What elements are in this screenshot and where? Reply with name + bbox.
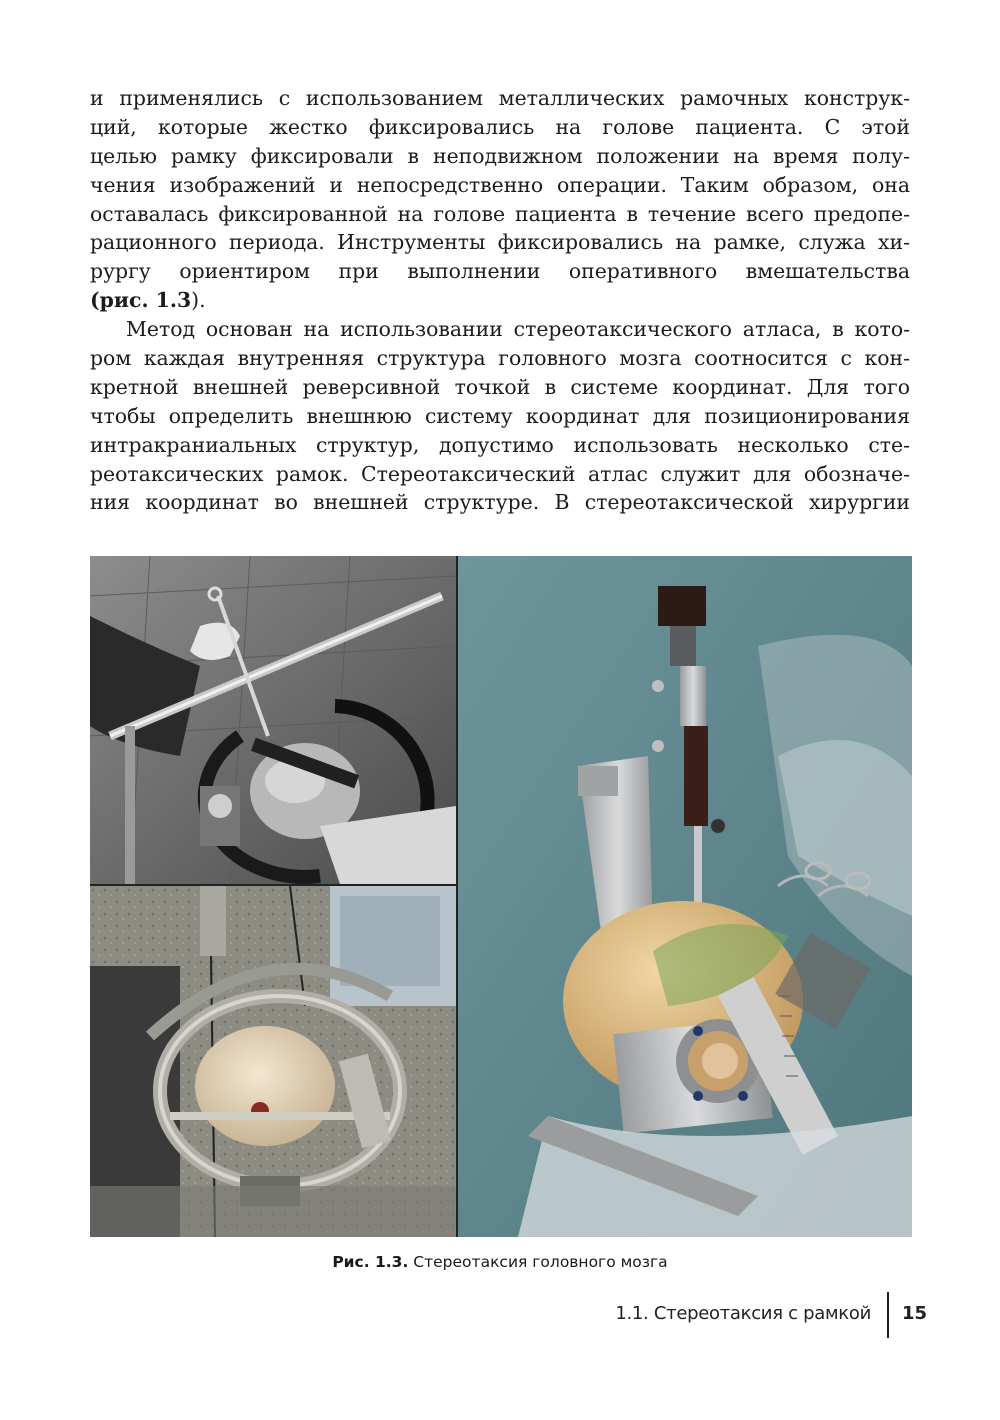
- photo-historical-stereotaxy-image: [90, 556, 456, 884]
- figure-1-3: [90, 556, 912, 1237]
- page-number: 15: [902, 1303, 928, 1324]
- figure-reference[interactable]: рис. 1.3: [99, 288, 192, 313]
- running-footer-section: 1.1. Стереотаксия с рамкой: [615, 1303, 871, 1324]
- text-line: чтобы определить внешнюю систему координат для позиционирования: [90, 403, 910, 428]
- text-line: рационного периода. Инструменты фиксировались на рамке, служа хи-: [90, 230, 910, 255]
- photo-historical-stereotaxy: [90, 556, 456, 884]
- text-line: и применялись с использованием металлических рамочных конструк-: [90, 86, 910, 110]
- text-line: ния координат во внешней структуре. В стереотаксической хирургии: [90, 490, 910, 515]
- text-line: чения изображений и непосредственно операции. Таким образом, она: [90, 172, 910, 197]
- photo-phantom-frame-image: [90, 886, 456, 1237]
- figure-caption: [0, 1253, 1000, 1271]
- text-line: ром каждая внутренняя структура головного мозга соотносится с кон-: [90, 346, 910, 371]
- figure-caption-label: Рис. 1.3.: [332, 1253, 409, 1271]
- figure-reference-close: ).: [191, 288, 206, 313]
- text-line: [90, 286, 910, 315]
- text-line: интракраниальных структур, допустимо использовать несколько сте-: [90, 432, 910, 457]
- figure-caption-text: Стереотаксия головного мозга: [413, 1253, 668, 1271]
- text-line: целью рамку фиксировали в неподвижном положении на время полу-: [90, 143, 910, 168]
- figure-reference-open: (: [90, 288, 100, 313]
- photo-modern-frame-image: [458, 556, 912, 1237]
- text-line: кретной внешней реверсивной точкой в системе координат. Для того: [90, 374, 910, 399]
- photo-phantom-frame: [90, 886, 456, 1237]
- body-text: [90, 84, 910, 517]
- text-line: реотаксических рамок. Стереотаксический атлас служит для обозначе-: [90, 461, 910, 486]
- text-line: рургу ориентиром при выполнении оперативного вмешательства: [90, 259, 910, 284]
- text-line: Метод основан на использовании стереотаксического атласа, в кото-: [126, 317, 910, 342]
- text-line: оставалась фиксированной на голове пациента в течение всего предопе-: [90, 201, 910, 226]
- text-line: ций, которые жестко фиксировались на голове пациента. С этой: [90, 114, 910, 139]
- photo-modern-frame: [458, 556, 912, 1237]
- footer-divider: [887, 1292, 889, 1338]
